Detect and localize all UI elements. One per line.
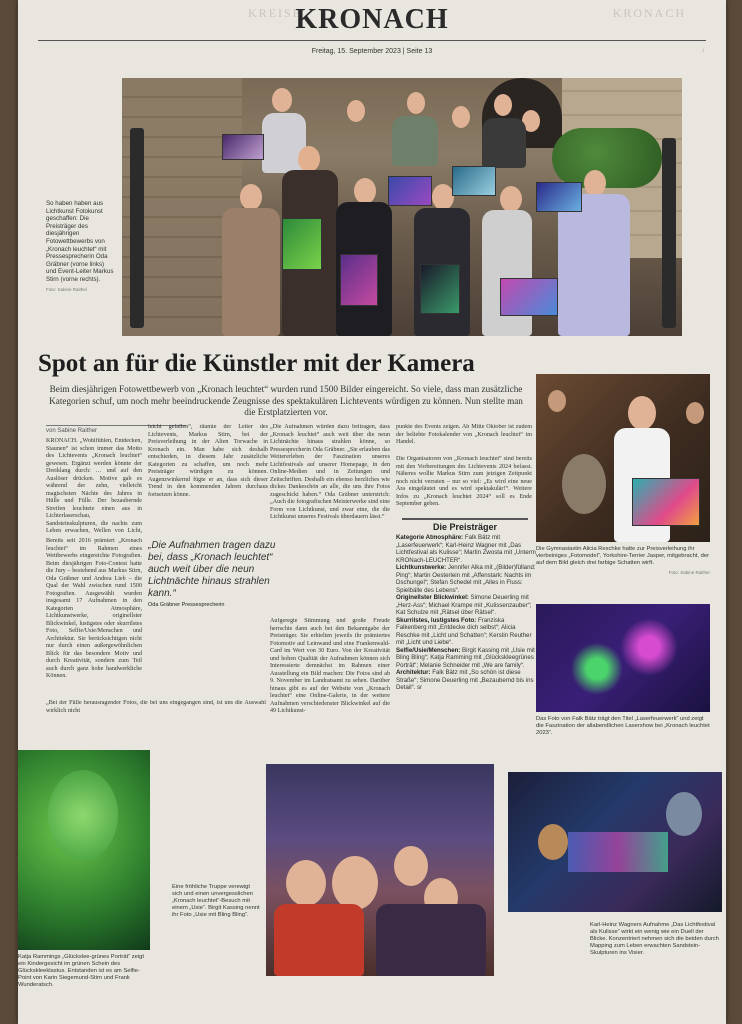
bleed-through-text-right: KRONACH bbox=[612, 6, 686, 20]
photo-laser-show bbox=[536, 604, 710, 712]
photo-sculptures bbox=[508, 772, 722, 912]
group-photo-caption bbox=[46, 200, 116, 293]
photo-green-portrait bbox=[18, 750, 150, 950]
winners-list bbox=[396, 534, 536, 692]
dateline: Freitag, 15. September 2023 | Seite 13 bbox=[311, 48, 433, 55]
winners-entry: Kategorie Atmosphäre: Falk Bätz mit „Laserfeuerwerk“; Karl-Heinz Wagner mit „Das Lichtfestival als Kulisse“; Martin Zwosta mit „Unterm KRONach-LEUCHTER“. bbox=[396, 534, 536, 564]
photo-girl-with-dog bbox=[536, 374, 710, 542]
winners-entry: Lichtkunstwerke: Jennifer Alka mit „(Bilder)fülland: Ping“; Martin Oesterlein mit „Affenstark: Nachts im Dschungel“; Stefan Schedel mit „Alles in Fluss: Spielbälle des Lebens“. bbox=[396, 564, 536, 594]
article-column-1: KRONACH. „Wohlfühlen, Entdecken, Staunen“ ist schon immer das Motto des Lichtevents „Kronach leuchtet“ gewesen. Ergänzt werden könnte der Dreiklang durch: … und auf den Auslöser drücken. Motive gab es während der zehn, vielleicht magischsten Nächte des Jahres in Hülle und Fülle. Der bezaubernde Streifen leuchtete einen aus in Lichterlaserschau, Sandsteinskulpturen, die nachts zum Leben erwachen, Wellen von Licht, bbox=[46, 438, 142, 534]
article-column-2b: „Die Aufnahmen würden dazu beitragen, dass „Kronach leuchtet“ auch weit über die neun Lichtnächte hinaus strahlen könne, so Pressesprecherin Oda Gräbner. „Sie erlauben das Weitererleben der Faszination unseres Lichtfestivals auf unserer Homepage, in den Online-Medien und in Zeitungen und Zeitschriften. Deshalb ein ebenso herzliches wie dickes Dankeschön an alle, die uns ihre Fotos zugeschickt haben.“ Oda Gräbner unterstrich: „Auch die fotografischen Meisterwerke sind eine Form von Lichtkunst, und zwar eine, die die Lichtkunst unseres Festivals überdauern lässt.“ bbox=[270, 424, 390, 520]
article-deck: Beim diesjährigen Fotowettbewerb von „Kronach leuchtet“ wurden rund 1500 Bilder eingereicht. So viele, dass man zusätzliche Kategorien schuf, um noch mehr beeindruckende Zeugnisse des spektakulären Lichtevents würdigen zu können. Nun stellte man die Erstplatzierten vor. bbox=[49, 384, 523, 417]
article-column-3b: Die Organisatoren von „Kronach leuchtet“ sind bereits mit den Vorbereitungen des Lichtevents 2024 befasst. Näheres wollte Markus Stirn zum jetzigen Zeitpunkt noch nicht verraten – nur so viel: „Es wird eine neue Ära eingeläutet und es wird spektakulär!“. Weitere Infos zu „Kronach leuchtet 2024“ soll es Ende September geben. bbox=[396, 456, 532, 507]
masthead: KRONACH bbox=[295, 4, 449, 35]
article-column-1b: Bereits seit 2016 prämiert „Kronach leuchtet“ im Rahmen eines Wettbewerbs eingereichte Fotografien. Beim diesjährigen Foto-Contest hatte die Jury – bestehend aus Markus Stirn, Oda Gräbner und Andrea Lieb – die Qual der Wahl zwischen rund 1500 Fotografien. Ausgewählt wurden insgesamt 17 Aufnahmen in den Kategorien Atmosphäre, Lichtkunstwerke, originellster Blickwinkel, lustigstes oder skurrilstes Foto, Selfie/Usie/Menschen und Architektur. Sie berücksichtigen nicht nur durch einen außergewöhnlichen Blick für das besondere Motiv und durch Kreativität, sondern zum Teil auch durch ganz hohe handwerkliche Können. bbox=[46, 538, 142, 679]
pull-quote-credit: Oda Gräbner Pressesprecherin bbox=[148, 602, 225, 608]
photo-group-selfie bbox=[266, 764, 494, 976]
article-column-1c: „Bei der Fülle herausragender Fotos, die bei uns eingegangen sind, ist uns die Auswahl wirklich nicht bbox=[46, 700, 266, 714]
bleed-through-text: KREISE bbox=[248, 6, 302, 20]
article-headline: Spot an für die Künstler mit der Kamera bbox=[38, 350, 475, 377]
laser-photo-caption: Das Foto von Falk Bätz trägt den Titel „Laserfeuerwerk“ und zeigt die Faszination der allabendlichen Lasershow bei „Kronach leuchtet 2023“. bbox=[536, 716, 710, 736]
byline: von Sabine Raither bbox=[46, 428, 98, 434]
group-photo bbox=[122, 78, 682, 336]
girl-photo-caption: Die Gymnasiastin Alicia Reschke hatte zur Preisverleihung ihr vierbeiniges „Fotomodel“, Yorkshire-Terrier Jasper, mitgebracht, der auf dem Bild gleich drei farbige Schatten wirft. Foto: Sabine Raither bbox=[536, 546, 710, 575]
winners-entry: Skurrilstes, lustigstes Foto: Franziska Falkenberg mit „Entdecke dich selbst“; Alicia Reschke mit „Licht und Schatten“; Kerstin Reuther mit „Licht und Liebe“. bbox=[396, 616, 532, 646]
article-column-2c: Aufgeregte Stimmung und große Freude herrschte dann auch bei den Bekanntgabe der Preisträger. Sie erhielten jeweils ihr prämiertes Fotomotiv auf Leinwand und eine Frankenwald-Card im Wert von 30 Euro. Von der Kreativität und hohen Qualität der Aufnahmen können sich Interessierte demnächst im Rahmen einer Ausstellung ein Bild machen: Die Fotos sind ab 9. November im Landratsamt zu sehen. Darüber hinaus gibt es auf der Website von „Kronach leuchtet“ eine Online-Galerie, in der weitere Aufnahmen verschiedenster Blickwinkel auf die 49 Lichtkunst- bbox=[270, 618, 390, 714]
plant bbox=[552, 128, 662, 188]
selfie-photo-caption: Eine fröhliche Truppe verewigt sich und einen unvergesslichen „Kronach leuchtet“-Besuch mit einem „Usie“. Birgit Kassing nennt ihr Foto „Usie mit Bling Bling“. bbox=[172, 884, 260, 918]
page-id: ⁝ bbox=[702, 48, 704, 54]
article-column-3: punkte des Events zeigen. Ab Mitte Oktober ist zudem der beliebte Fotokalender von „Kronach leuchtet“ im Handel. bbox=[396, 424, 532, 445]
winners-entry: Originellster Blickwinkel: Simone Deuerling mit „Herz-Ass“; Michael Krampe mit „Kulissenzauber“; Kat Schulze mit „Rätsel über Rätsel“. bbox=[396, 594, 532, 616]
winners-entry: Selfie/Usie/Menschen: Birgit Kassing mit „Usie mit Bling Bling“; Katja Ramming mit „Glückskleegrünes Porträt“; Melanie Schneider mit „We are family“. bbox=[396, 646, 535, 669]
group-photo-credit: Foto: Sabine Raithel bbox=[46, 286, 87, 292]
sculpture-photo-caption: Karl-Heinz Wagners Aufnahme „Das Lichtfestival als Kulisse“ wirkt ein wenig wie ein Duell der Blicke. Konzentriert nehmen sich die beiden durch Mapping zum Leben erwachten Sandstein-Skulpturen ins Visier. bbox=[590, 922, 719, 956]
pull-quote: „Die Aufnahmen tragen dazu bei, dass „Kronach leuchtet“ auch weit über die neun Lichtnächte hinaus strahlen kann.“ bbox=[148, 540, 276, 599]
newspaper-page bbox=[18, 0, 726, 1024]
article-column-2: leicht gefallen“, räumte der Leiter des Lichtevents, Markus Stirn, bei der Preisverleihung in der Alten Torwache in Kronach ein. Man habe sich deshalb entschieden, in diesem Jahr zusätzliche Kategorien zu schaffen, um noch mehr Preisträger würdigen zu können. Augenzwinkernd fügte er an, dass sich dieser Trend in den kommenden Jahren durchaus fortsetzen könne. bbox=[148, 424, 268, 498]
group-photo-caption-text: So haben haben aus Lichtkunst Fotokunst geschaffen: Die Preisträger des diesjährigen Fotowettbewerbs von „Kronach leuchtet“ mit Pressesprecherin Oda Gräbner (vorne links) und Event-Leiter Markus Stirn (vorne rechts). bbox=[46, 200, 114, 283]
winners-heading: Die Preisträger bbox=[402, 518, 528, 532]
lamp-post-right bbox=[662, 138, 676, 328]
winners-entry: Architektur: Falk Bätz mit „So schön ist diese Straße“; Simone Deuerling mit „Bezaubernd bis ins Detail“. sr bbox=[396, 669, 534, 691]
masthead-rule bbox=[38, 40, 706, 41]
green-photo-caption: Katja Rammings „Glückslee-grünes Porträt“ zeigt ein Kindergesicht im grünen Schein des Glückskleeklastus. Entstanden ist es am Selfie-Point von Karin Siegemund-Stirn und Frank Wunderatsch. bbox=[18, 954, 144, 988]
lamp-post-left bbox=[130, 128, 144, 328]
